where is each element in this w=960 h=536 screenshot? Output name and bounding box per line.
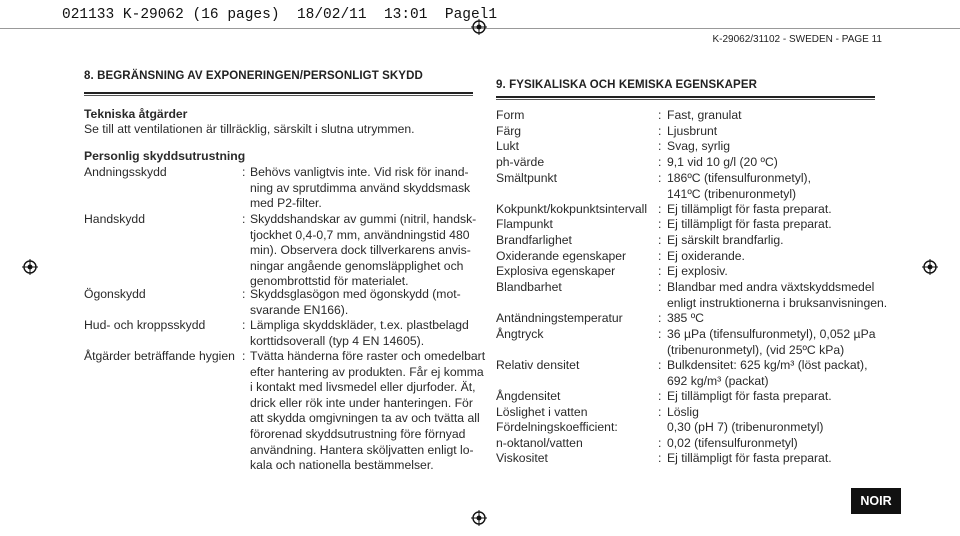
ppe-value-line: tjockhet 0,4-0,7 mm, användningstid 480 — [250, 227, 470, 242]
ppe-value-line: min). Observera dock tillverkarens anvis- — [250, 243, 471, 258]
property-colon: : — [658, 451, 662, 465]
print-slug: 021133 K-29062 (16 pages) 18/02/11 13:01 Pagel1 — [62, 7, 498, 23]
property-colon: : — [658, 108, 662, 122]
registration-mark-left-icon — [22, 259, 38, 275]
property-label: Smältpunkt — [496, 171, 557, 185]
property-colon: : — [658, 358, 662, 372]
property-colon: : — [658, 171, 662, 185]
section-8-title: 8. BEGRÄNSNING AV EXPONERINGEN/PERSONLIGT SKYDD — [84, 70, 423, 82]
section-8-rule-top — [84, 92, 473, 94]
property-value-line: Bulkdensitet: 625 kg/m³ (löst packat), — [667, 358, 868, 372]
property-colon: : — [658, 202, 662, 216]
property-colon: : — [658, 405, 662, 419]
property-label: Oxiderande egenskaper — [496, 249, 627, 263]
ppe-value-line: förorenad skyddsutrustning före förnyad — [250, 427, 466, 441]
property-label: Explosiva egenskaper — [496, 264, 616, 278]
ppe-label: Handskydd — [84, 212, 145, 226]
property-value-line: 9,1 vid 10 g/l (20 ºC) — [667, 155, 778, 169]
property-label: Antändningstemperatur — [496, 311, 623, 325]
ppe-value-line: Skyddsglasögon med ögonskydd (mot- — [250, 287, 461, 301]
property-label: Ångdensitet — [496, 389, 561, 403]
ppe-value-line: ning av sprutdimma använd skyddsmask — [250, 180, 471, 195]
property-colon: : — [658, 217, 662, 231]
ppe-value-line: Tvätta händerna före raster och omedelbart — [250, 349, 486, 363]
property-colon: : — [658, 155, 662, 169]
property-label: Ångtryck — [496, 327, 544, 341]
ppe-value-line: Skyddshandskar av gummi (nitril, handsk- — [250, 212, 477, 226]
property-value-line: 36 µPa (tifensulfuronmetyl), 0,052 µPa — [667, 327, 876, 341]
property-label: ph-värde — [496, 155, 545, 169]
property-label: Löslighet i vatten — [496, 405, 588, 419]
ppe-label: Hud- och kroppsskydd — [84, 318, 206, 332]
section-9-rule-bottom — [496, 99, 875, 100]
ppe-colon: : — [242, 165, 246, 179]
section-9-title: 9. FYSIKALISKA OCH KEMISKA EGENSKAPER — [496, 79, 757, 91]
registration-mark-top-icon — [471, 19, 487, 35]
property-label: Blandbarhet — [496, 280, 562, 294]
technical-measures-text: Se till att ventilationen är tillräcklig, särskilt i slutna utrymmen. — [84, 122, 415, 136]
property-colon: : — [658, 389, 662, 403]
property-label: n-oktanol/vatten — [496, 436, 583, 450]
property-colon: : — [658, 327, 662, 341]
ppe-label: Ögonskydd — [84, 287, 146, 301]
section-8-rule-bottom — [84, 95, 473, 96]
property-value-line: Ej explosiv. — [667, 264, 728, 278]
color-badge: NOIR — [851, 488, 901, 514]
property-label: Lukt — [496, 139, 520, 153]
property-colon: : — [658, 311, 662, 325]
ppe-colon: : — [242, 212, 246, 226]
property-value-line: Ej tillämpligt för fasta preparat. — [667, 451, 832, 465]
property-value-line: Svag, syrlig — [667, 139, 730, 153]
ppe-value-line: korttidsoverall (typ 4 EN 14605). — [250, 333, 425, 348]
ppe-value-line: att skydda omgivningen ta av och tvätta all — [250, 411, 480, 426]
property-value-line: enligt instruktionerna i bruksanvisningen. — [667, 295, 888, 310]
property-value-line: 141ºC (tribenuronmetyl) — [667, 186, 797, 201]
property-value-line: (tribenuronmetyl), (vid 25ºC kPa) — [667, 342, 845, 357]
property-value-line: 385 ºC — [667, 311, 704, 325]
property-label: Kokpunkt/kokpunktsintervall — [496, 202, 648, 216]
property-value-line: Ljusbrunt — [667, 124, 718, 138]
property-label: Fördelningskoefficient: — [496, 420, 618, 434]
page-reference: K-29062/31102 - SWEDEN - PAGE 11 — [712, 34, 882, 45]
property-value-line: 692 kg/m³ (packat) — [667, 373, 769, 388]
property-label: Brandfarlighet — [496, 233, 572, 247]
property-colon: : — [658, 249, 662, 263]
ppe-value-line: ningar angående genomsläpplighet och — [250, 258, 464, 273]
property-colon: : — [658, 436, 662, 450]
ppe-value-line: drick eller rök inte under hanteringen. För — [250, 395, 473, 410]
property-value-line: Ej särskilt brandfarlig. — [667, 233, 784, 247]
property-colon: : — [658, 233, 662, 247]
property-label: Viskositet — [496, 451, 548, 465]
ppe-value-line: svarande EN166). — [250, 302, 349, 317]
property-value-line: 186ºC (tifensulfuronmetyl), — [667, 171, 811, 185]
ppe-value-line: med P2-filter. — [250, 196, 322, 211]
property-value-line: Löslig — [667, 405, 699, 419]
technical-measures-heading: Tekniska åtgärder — [84, 107, 188, 121]
ppe-value-line: efter hantering av produkten. Får ej komma — [250, 364, 484, 379]
property-colon: : — [658, 124, 662, 138]
property-value-line: Blandbar med andra växtskyddsmedel — [667, 280, 875, 294]
property-label: Form — [496, 108, 525, 122]
registration-mark-right-icon — [922, 259, 938, 275]
ppe-colon: : — [242, 287, 246, 301]
property-value-line: Ej tillämpligt för fasta preparat. — [667, 389, 832, 403]
ppe-value-line: genombrottstid för materialet. — [250, 274, 409, 289]
property-colon: : — [658, 280, 662, 294]
property-value-line: Ej oxiderande. — [667, 249, 745, 263]
ppe-label: Åtgärder beträffande hygien — [84, 349, 235, 363]
ppe-colon: : — [242, 349, 246, 363]
property-value-line: Fast, granulat — [667, 108, 742, 122]
property-colon: : — [658, 139, 662, 153]
ppe-value-line: användning. Hantera sköljvatten enligt lo- — [250, 442, 474, 457]
property-value-line: Ej tillämpligt för fasta preparat. — [667, 217, 832, 231]
property-value-line: 0,02 (tifensulfuronmetyl) — [667, 436, 798, 450]
ppe-value-line: Lämpliga skyddskläder, t.ex. plastbelagd — [250, 318, 469, 332]
ppe-value-line: kala och nationella bestämmelser. — [250, 458, 434, 473]
property-value-line: 0,30 (pH 7) (tribenuronmetyl) — [667, 420, 824, 434]
property-label: Relativ densitet — [496, 358, 580, 372]
property-value-line: Ej tillämpligt för fasta preparat. — [667, 202, 832, 216]
ppe-label: Andningsskydd — [84, 165, 167, 179]
property-label: Färg — [496, 124, 522, 138]
registration-mark-bottom-icon — [471, 510, 487, 526]
ppe-colon: : — [242, 318, 246, 332]
ppe-value-line: Behövs vanligtvis inte. Vid risk för inand- — [250, 165, 469, 179]
section-9-rule-top — [496, 96, 875, 98]
property-label: Flampunkt — [496, 217, 553, 231]
property-colon: : — [658, 264, 662, 278]
ppe-value-line: i kontakt med livsmedel eller djurfoder. Ät, — [250, 380, 476, 395]
ppe-heading: Personlig skyddsutrustning — [84, 149, 246, 163]
